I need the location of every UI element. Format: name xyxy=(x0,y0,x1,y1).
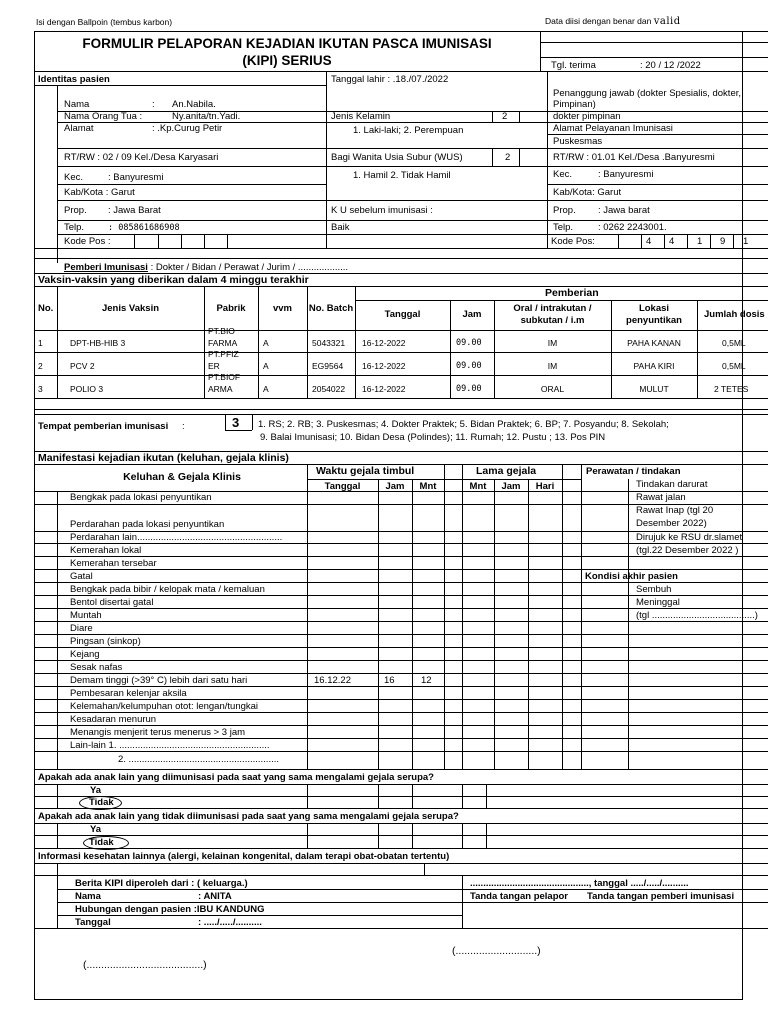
vaccine-jenis: DPT-HB-HIB 3 xyxy=(70,338,126,348)
question-2: Apakah ada anak lain yang tidak diimunisasi pada saat yang sama mengalami gejala serupa? xyxy=(38,811,459,822)
vaccine-batch: 5043321 xyxy=(312,338,346,348)
kodepos-label: Kode Pos : xyxy=(64,236,111,247)
vaccine-pabrik: PT.BIOF xyxy=(208,372,241,382)
vaccine-pabrik: PT.BIO xyxy=(208,326,235,336)
rtrw-patient: RT/RW : 02 / 09 Kel./Desa Karyasari xyxy=(64,152,219,163)
tgl-terima-label: Tgl. terima xyxy=(551,60,596,71)
demam-jam: 16 xyxy=(384,675,395,686)
th-lama-hari: Hari xyxy=(535,481,555,492)
vaccine-pabrik2: ARMA xyxy=(208,384,233,394)
th-jenis-vaksin: Jenis Vaksin xyxy=(101,303,160,314)
signature-right: (............................) xyxy=(452,945,541,957)
pelapor-nama-value: : ANITA xyxy=(198,891,232,902)
nama-value: An.Nabila. xyxy=(172,99,216,110)
th-vvm: vvm xyxy=(272,303,292,314)
vaksin-section-title: Vaksin-vaksin yang diberikan dalam 4 minggu terakhir xyxy=(38,274,309,286)
penanggung-jawab-label: Penanggung jawab (dokter Spesialis, dokter, xyxy=(553,88,742,99)
kec-value: : Banyuresmi xyxy=(108,172,164,183)
th-jumlah-dosis: Jumlah dosis xyxy=(704,309,765,320)
vaccine-oral: IM xyxy=(547,361,558,371)
vaccine-dosis: 0,5ML xyxy=(722,361,746,371)
vaccine-lokasi: PAHA KANAN xyxy=(627,338,681,348)
wus-options: 1. Hamil 2. Tidak Hamil xyxy=(353,170,451,181)
vaccine-dosis: 2 TETES xyxy=(714,384,749,394)
vaccine-tanggal: 16-12-2022 xyxy=(362,338,406,348)
vaccine-pabrik2: FARMA xyxy=(208,338,238,348)
ttd-pemberi-label: Tanda tangan pemberi imunisasi xyxy=(587,891,735,902)
question-1: Apakah ada anak lain yang diimunisasi pada saat yang sama mengalami gejala serupa? xyxy=(38,772,434,783)
kondisi-item: Sembuh xyxy=(636,584,672,595)
telp-service-label: Telp. xyxy=(553,222,574,233)
th-no: No. xyxy=(38,303,54,314)
vaccine-oral: ORAL xyxy=(540,384,565,394)
th-perawatan: Perawatan / tindakan xyxy=(586,466,681,477)
pemberian-header: Pemberian xyxy=(545,287,599,299)
top-note-right-text: Data diisi dengan benar dan xyxy=(545,16,654,26)
kodepos-digit-3: 1 xyxy=(697,236,703,247)
ku-label: K U sebelum imunisasi : xyxy=(331,205,433,216)
prop-service-value: : Jawa barat xyxy=(598,205,650,216)
identitas-label: Identitas pasien xyxy=(38,74,110,85)
vaccine-batch: EG9564 xyxy=(312,361,344,371)
symptom-item: Sesak nafas xyxy=(70,662,123,673)
jenis-kelamin-label: Jenis Kelamin xyxy=(331,111,391,122)
symptom-item: Kemerahan tersebar xyxy=(70,558,157,569)
pelapor-nama-label: Nama xyxy=(75,891,101,902)
signature-left: (........................................) xyxy=(83,959,207,971)
nama-colon: : xyxy=(152,99,155,110)
th-lokasi: Lokasi xyxy=(638,303,670,314)
perawatan-item: Rawat jalan xyxy=(636,492,686,503)
th-lama-mnt: Mnt xyxy=(469,481,487,492)
kondisi-item: (tgl .......................................) xyxy=(636,610,758,621)
jenis-kelamin-value: 2 xyxy=(502,111,508,122)
symptom-item: Perdarahan lain....................................................... xyxy=(70,532,283,543)
symptom-item: Bentol disertai gatal xyxy=(70,597,154,608)
manifestasi-section-title: Manifestasi kejadian ikutan (keluhan, gejala klinis) xyxy=(38,452,289,464)
symptom-item: Muntah xyxy=(70,610,102,621)
ku-value: Baik xyxy=(331,222,350,233)
th-keluhan: Keluhan & Gejala Klinis xyxy=(123,471,241,483)
vaccine-no: 3 xyxy=(38,384,43,394)
vaccine-tanggal: 16-12-2022 xyxy=(362,384,406,394)
telp-service-value: : 0262 2243001. xyxy=(598,222,667,233)
symptom-item: Pingsan (sinkop) xyxy=(70,636,141,647)
vaccine-batch: 2054022 xyxy=(312,384,346,394)
prop-label: Prop. xyxy=(64,205,87,216)
vaccine-tanggal: 16-12-2022 xyxy=(362,361,406,371)
perawatan-item: Rawat Inap (tgl 20 xyxy=(636,505,714,516)
form-subtitle: (KIPI) SERIUS xyxy=(242,53,332,68)
vaccine-lokasi: PAHA KIRI xyxy=(633,361,675,371)
th-lokasi2: penyuntikan xyxy=(626,315,682,326)
kodepos-digit-5: 1 xyxy=(743,236,749,247)
th-no-batch: No. Batch xyxy=(308,303,354,314)
top-note-left: Isi dengan Ballpoin (tembus karbon) xyxy=(36,17,173,27)
vaccine-pabrik2: ER xyxy=(208,361,220,371)
vaccine-jam: 09.00 xyxy=(456,361,482,371)
tempat-options-1: 1. RS; 2. RB; 3. Puskesmas; 4. Dokter Praktek; 5. Bidan Praktek; 6. BP; 7. Posyandu; 8. Sekolah; xyxy=(258,419,669,430)
symptom-item: Pembesaran kelenjar aksila xyxy=(70,688,187,699)
symptom-item: Demam tinggi (>39° C) lebih dari satu hari xyxy=(70,675,248,686)
vaccine-jenis: PCV 2 xyxy=(70,361,95,371)
kodepos-service-label: Kode Pos: xyxy=(551,236,595,247)
tempat-colon: : xyxy=(182,421,185,432)
tempat-value: 3 xyxy=(232,415,240,430)
prop-service-label: Prop. xyxy=(553,205,576,216)
top-note-valid: valid xyxy=(653,16,681,27)
symptom-item: Lain-lain 1. ......................................................... xyxy=(70,740,270,751)
alamat-pelayanan-label: Alamat Pelayanan Imunisasi xyxy=(553,123,673,134)
kodepos-digit-1: 4 xyxy=(646,236,652,247)
symptom-item: Gatal xyxy=(70,571,93,582)
tanggal-berita-value: : ...../...../.......... xyxy=(198,917,262,928)
vaccine-oral: IM xyxy=(547,338,558,348)
vaccine-jam: 09.00 xyxy=(456,338,482,348)
q1-ya: Ya xyxy=(90,785,102,796)
th-lama-gejala: Lama gejala xyxy=(476,465,537,477)
rtrw-service: RT/RW : 01.01 Kel./Desa .Banyuresmi xyxy=(553,152,715,163)
q1-tidak-circle xyxy=(79,796,122,810)
tanggal-berita-label: Tanggal xyxy=(75,917,111,928)
demam-tanggal: 16.12.22 xyxy=(314,675,351,686)
th-lama-jam: Jam xyxy=(501,481,521,492)
th-jam: Jam xyxy=(462,309,482,320)
vaccine-jam: 09.00 xyxy=(456,384,482,394)
vaccine-vvm: A xyxy=(263,338,269,348)
info-kesehatan-label: Informasi kesehatan lainnya (alergi, kelainan kongenital, dalam terapi obat-obatan tertentu) xyxy=(38,851,450,862)
symptom-item: Diare xyxy=(70,623,93,634)
telp-value: : 085861686908 xyxy=(108,223,180,233)
tanggal-lahir: Tanggal lahir : .18./07./2022 xyxy=(331,74,449,85)
symptom-item: Kelemahan/kelumpuhan otot: lengan/tungkai xyxy=(70,701,259,712)
q2-ya: Ya xyxy=(90,824,102,835)
symptom-item: Menangis menjerit terus menerus > 3 jam xyxy=(70,727,246,738)
penanggung-jawab-label2: Pimpinan) xyxy=(553,99,596,110)
kec-service-value: : Banyuresmi xyxy=(598,169,654,180)
form-title: FORMULIR PELAPORAN KEJADIAN IKUTAN PASCA IMUNISASI xyxy=(82,36,492,51)
kodepos-digit-2: 4 xyxy=(669,236,675,247)
th-waktu-gejala: Waktu gejala timbul xyxy=(316,465,415,477)
th-pabrik: Pabrik xyxy=(216,303,246,314)
kondisi-item: Meninggal xyxy=(636,597,680,608)
q2-tidak: Tidak xyxy=(89,837,114,848)
vaccine-no: 1 xyxy=(38,338,43,348)
symptom-item: Kejang xyxy=(70,649,100,660)
nama-label: Nama xyxy=(64,99,90,110)
kodepos-digit-4: 9 xyxy=(720,236,726,247)
pemberi-imunisasi xyxy=(64,263,348,273)
symptom-item: Bengkak pada lokasi penyuntikan xyxy=(70,492,212,503)
tgl-terima-value: : 20 / 12 /2022 xyxy=(640,60,701,71)
q1-tidak: Tidak xyxy=(89,797,114,808)
ortu-value: Ny.anita/tn.Yadi. xyxy=(172,111,241,122)
telp-label: Telp. xyxy=(64,222,85,233)
q2-tidak-circle xyxy=(83,836,129,850)
perawatan-item: Tindakan darurat xyxy=(636,479,708,490)
th-oral2: subkutan / i.m xyxy=(520,315,585,326)
ortu-label: Nama Orang Tua : xyxy=(64,111,143,122)
kab-service: Kab/Kota: Garut xyxy=(553,187,622,198)
th-tanggal-gejala: Tanggal xyxy=(324,481,361,492)
hubungan-label: Hubungan dengan pasien :IBU KANDUNG xyxy=(75,904,265,915)
th-oral: Oral / intrakutan / xyxy=(513,303,592,314)
pemberi-value: : Dokter / Bidan / Perawat / Jurim / ................... xyxy=(150,262,349,273)
vaccine-pabrik: PT.PFIZ xyxy=(208,349,239,359)
symptom-item: 2. ......................................................... xyxy=(118,754,280,765)
th-tanggal: Tanggal xyxy=(384,309,421,320)
symptom-item: Bengkak pada bibir / kelopak mata / kemaluan xyxy=(70,584,265,595)
tempat-label: Tempat pemberian imunisasi xyxy=(38,421,169,432)
vaccine-no: 2 xyxy=(38,361,43,371)
th-mnt-gejala: Mnt xyxy=(419,481,437,492)
alamat-label: Alamat xyxy=(64,123,94,134)
vaccine-vvm: A xyxy=(263,361,269,371)
alamat-value: : .Kp.Curug Petir xyxy=(152,123,223,134)
wus-label: Bagi Wanita Usia Subur (WUS) xyxy=(331,152,463,163)
pemberi-label: Pemberi Imunisasi xyxy=(64,262,148,273)
demam-mnt: 12 xyxy=(421,675,432,686)
symptom-item: Kemerahan lokal xyxy=(70,545,142,556)
symptom-item: Kesadaran menurun xyxy=(70,714,157,725)
tempat-tanggal: ............................................., tanggal ...../...../.......... xyxy=(470,878,689,889)
vaccine-jenis: POLIO 3 xyxy=(70,384,104,394)
prop-value: : Jawa Barat xyxy=(108,205,161,216)
tempat-options-2: 9. Balai Imunisasi; 10. Bidan Desa (Polindes); 11. Rumah; 12. Pustu ; 13. Pos PIN xyxy=(260,432,606,443)
kab-patient: Kab/Kota : Garut xyxy=(64,187,135,198)
kec-service-label: Kec. xyxy=(553,169,573,180)
vaccine-vvm: A xyxy=(263,384,269,394)
perawatan-item: Desember 2022) xyxy=(636,518,707,529)
kec-label: Kec. xyxy=(64,172,84,183)
penanggung-jawab-value: dokter pimpinan xyxy=(553,111,621,122)
perawatan-item: (tgl.22 Desember 2022 ) xyxy=(636,545,739,556)
perawatan-item: Dirujuk ke RSU dr.slamet xyxy=(636,532,743,543)
vaccine-dosis: 0,5ML xyxy=(722,338,746,348)
ttd-pelapor-label: Tanda tangan pelapor xyxy=(470,891,569,902)
jenis-kelamin-options: 1. Laki-laki; 2. Perempuan xyxy=(353,125,464,136)
berita-kipi-label: Berita KIPI diperoleh dari : ( keluarga.) xyxy=(75,878,248,889)
top-note-right xyxy=(545,17,681,27)
symptom-item: Perdarahan pada lokasi penyuntikan xyxy=(70,519,225,530)
th-jam-gejala: Jam xyxy=(385,481,405,492)
vaccine-lokasi: MULUT xyxy=(639,384,669,394)
kondisi-akhir-title: Kondisi akhir pasien xyxy=(585,571,678,582)
alamat-pelayanan-value: Puskesmas xyxy=(553,136,603,147)
wus-value: 2 xyxy=(505,152,511,163)
